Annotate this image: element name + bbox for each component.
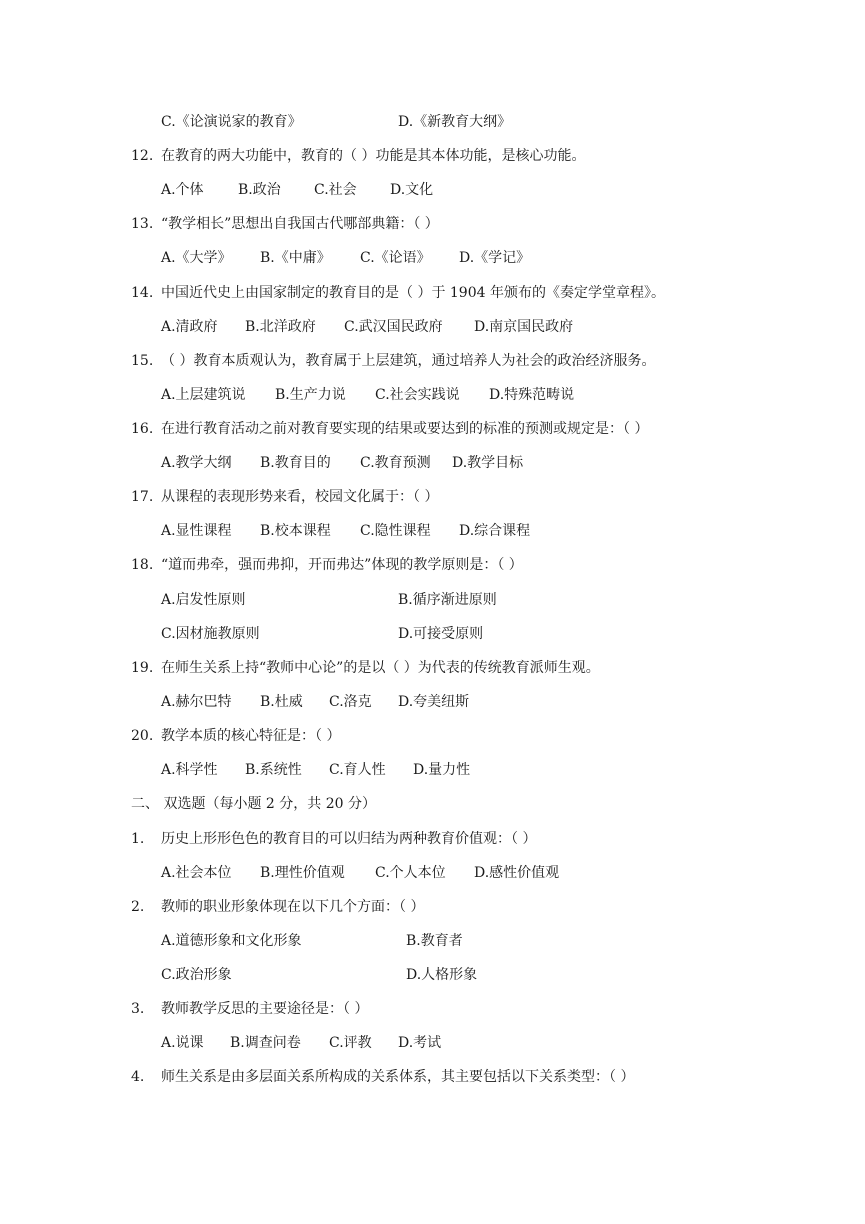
question-text: （ ）教育本质观认为，教育属于上层建筑，通过培养人为社会的政治经济服务。 xyxy=(161,353,656,369)
option-b: B.杜威 xyxy=(260,694,303,710)
option-d: D.可接受原则 xyxy=(398,626,484,642)
question-text: 历史上形形色色的教育目的可以归结为两种教育价值观：（ ） xyxy=(161,831,537,847)
question-text: 在师生关系上持“教师中心论”的是以（ ）为代表的传统教育派师生观。 xyxy=(161,660,600,676)
option-a: A.道德形象和文化形象 xyxy=(161,933,302,949)
option-d: D.人格形象 xyxy=(406,967,478,983)
option-b: B.校本课程 xyxy=(260,523,331,539)
question-text: “教学相长”思想出自我国古代哪部典籍：（ ） xyxy=(161,216,439,232)
option-d: D.《学记》 xyxy=(459,250,531,266)
option-c: C.社会实践说 xyxy=(375,387,460,403)
question-number: 1. xyxy=(131,831,145,847)
question-number: 17. xyxy=(131,489,154,505)
option-c: C.武汉国民政府 xyxy=(344,319,443,335)
option-c: C.育人性 xyxy=(329,762,386,778)
option-a: A.教学大纲 xyxy=(161,455,232,471)
option-c: C.个人本位 xyxy=(375,865,446,881)
option-d: D.教学目标 xyxy=(452,455,524,471)
question-number: 20. xyxy=(131,728,154,744)
option-d: D.特殊范畴说 xyxy=(489,387,575,403)
option-a: A.个体 xyxy=(161,182,204,198)
question-number: 15. xyxy=(131,353,154,369)
section-2-title: 二、 双选题（每小题 2 分，共 20 分） xyxy=(131,796,376,812)
option-d: D.文化 xyxy=(390,182,434,198)
option-a: A.启发性原则 xyxy=(161,592,246,608)
question-text: “道而弗牵，强而弗抑，开而弗达”体现的教学原则是：（ ） xyxy=(161,557,523,573)
question-number: 2. xyxy=(131,899,145,915)
option-d: D.南京国民政府 xyxy=(474,319,574,335)
option-b: B.教育目的 xyxy=(260,455,331,471)
option-a: A.清政府 xyxy=(161,319,218,335)
q11-option-c: C.《论演说家的教育》 xyxy=(161,114,302,130)
option-a: A.社会本位 xyxy=(161,865,232,881)
option-c: C.教育预测 xyxy=(360,455,431,471)
option-b: B.理性价值观 xyxy=(260,865,345,881)
option-b: B.生产力说 xyxy=(275,387,346,403)
option-b: B.教育者 xyxy=(406,933,463,949)
question-number: 12. xyxy=(131,148,154,164)
option-a: A.科学性 xyxy=(161,762,218,778)
option-d: D.量力性 xyxy=(413,762,471,778)
option-c: C.隐性课程 xyxy=(360,523,431,539)
question-number: 4. xyxy=(131,1069,145,1085)
option-a: A.说课 xyxy=(161,1035,204,1051)
option-c: C.洛克 xyxy=(329,694,372,710)
question-number: 18. xyxy=(131,557,154,573)
question-number: 3. xyxy=(131,1001,145,1017)
option-b: B.《中庸》 xyxy=(260,250,331,266)
option-c: C.因材施教原则 xyxy=(161,626,260,642)
question-text: 师生关系是由多层面关系所构成的关系体系，其主要包括以下关系类型：（ ） xyxy=(161,1069,635,1085)
option-a: A.上层建筑说 xyxy=(161,387,246,403)
option-c: C.评教 xyxy=(329,1035,372,1051)
question-text: 教学本质的核心特征是：（ ） xyxy=(161,728,341,744)
option-c: C.政治形象 xyxy=(161,967,232,983)
option-b: B.调查问卷 xyxy=(230,1035,301,1051)
option-c: C.《论语》 xyxy=(360,250,431,266)
question-text: 教师的职业形象体现在以下几个方面：（ ） xyxy=(161,899,425,915)
option-d: D.感性价值观 xyxy=(474,865,560,881)
option-a: A.赫尔巴特 xyxy=(161,694,232,710)
q11-option-d: D.《新教育大纲》 xyxy=(398,114,512,130)
option-a: A.《大学》 xyxy=(161,250,232,266)
question-text: 从课程的表现形势来看，校园文化属于：（ ） xyxy=(161,489,439,505)
question-text: 中国近代史上由国家制定的教育目的是（ ）于 1904 年颁布的《奏定学堂章程》。 xyxy=(161,285,665,301)
question-text: 在教育的两大功能中，教育的（ ）功能是其本体功能，是核心功能。 xyxy=(161,148,586,164)
option-b: B.系统性 xyxy=(245,762,302,778)
question-number: 13. xyxy=(131,216,154,232)
option-b: B.北洋政府 xyxy=(245,319,316,335)
question-number: 16. xyxy=(131,421,154,437)
option-d: D.综合课程 xyxy=(459,523,531,539)
option-b: B.循序渐进原则 xyxy=(398,592,497,608)
option-c: C.社会 xyxy=(314,182,357,198)
option-d: D.夸美纽斯 xyxy=(398,694,470,710)
option-b: B.政治 xyxy=(238,182,281,198)
question-text: 在进行教育活动之前对教育要实现的结果或要达到的标准的预测或规定是：（ ） xyxy=(161,421,649,437)
question-text: 教师教学反思的主要途径是：（ ） xyxy=(161,1001,369,1017)
option-a: A.显性课程 xyxy=(161,523,232,539)
question-number: 19. xyxy=(131,660,154,676)
option-d: D.考试 xyxy=(398,1035,442,1051)
question-number: 14. xyxy=(131,285,154,301)
